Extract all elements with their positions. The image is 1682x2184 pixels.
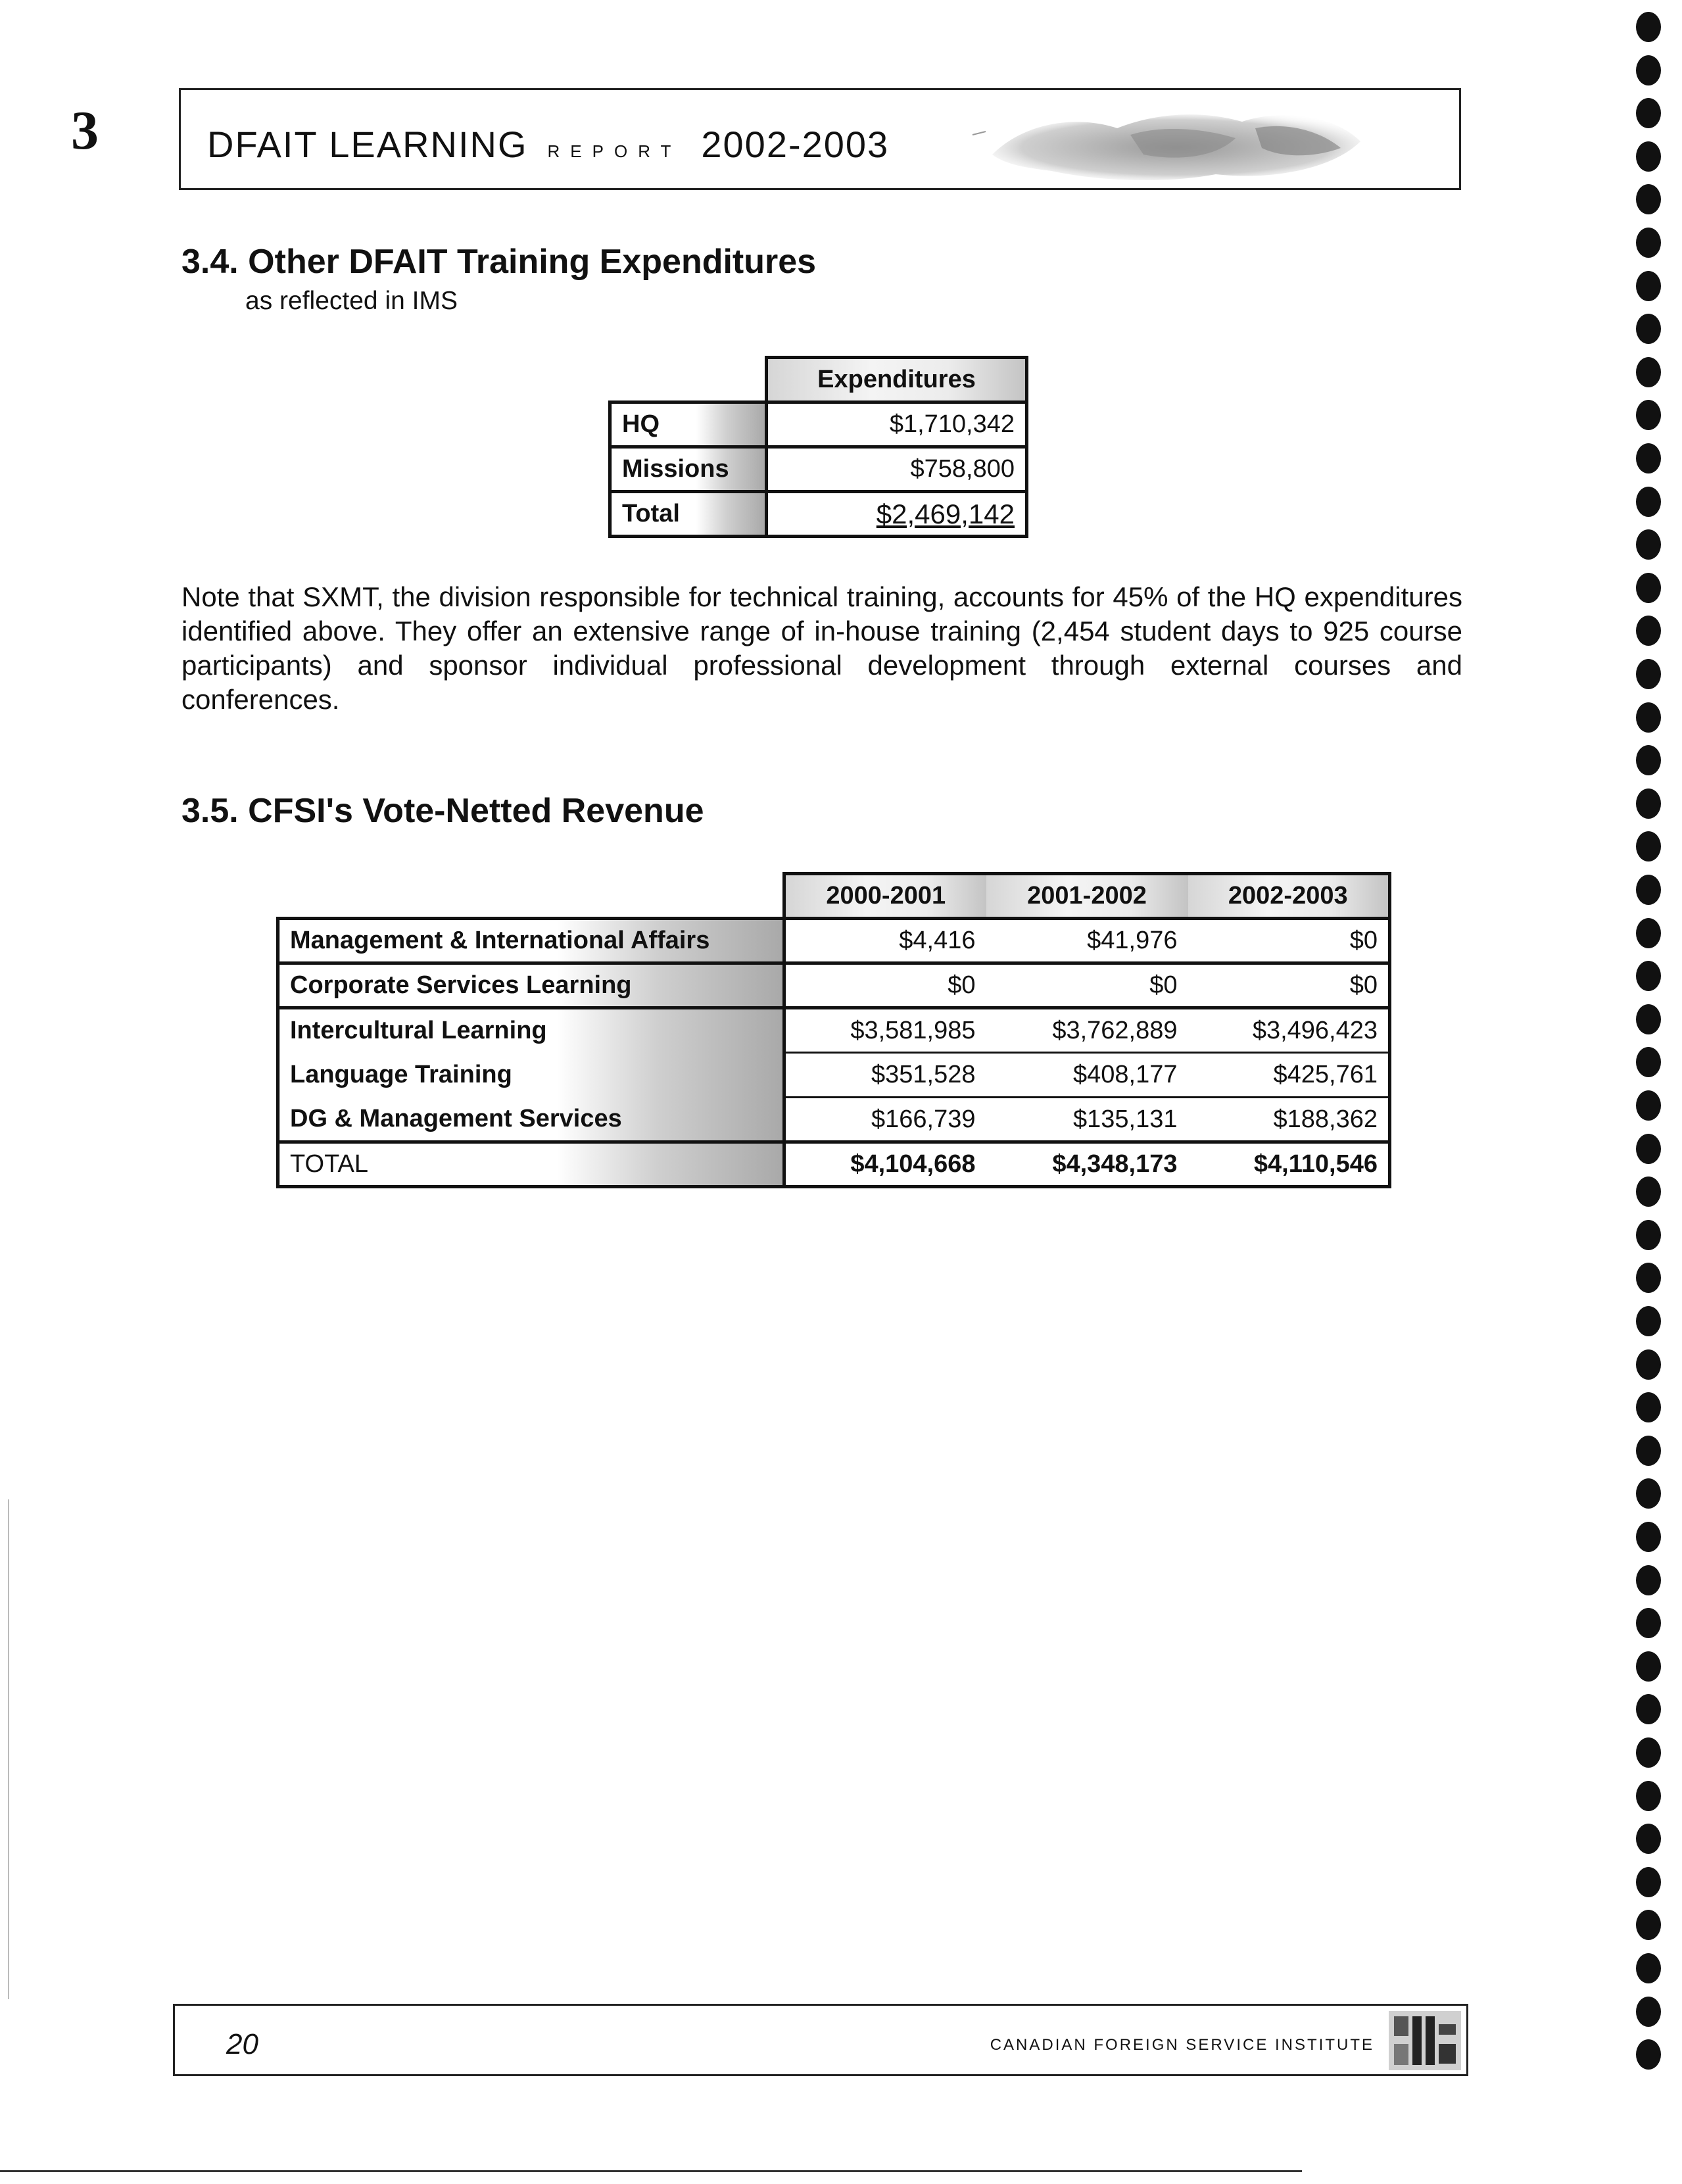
binding-hole: [1636, 487, 1661, 517]
binding-hole: [1636, 1134, 1661, 1164]
binding-hole: [1636, 1306, 1661, 1336]
binding-hole: [1636, 1436, 1661, 1466]
row-value: $0: [1188, 919, 1390, 963]
row-label: Management & International Affairs: [278, 919, 784, 963]
binding-hole: [1636, 1177, 1661, 1207]
row-value: $425,761: [1188, 1053, 1390, 1098]
row-value: $4,104,668: [784, 1142, 986, 1187]
row-value: $351,528: [784, 1053, 986, 1098]
table-row: [278, 1008, 1390, 1053]
column-header: Expenditures: [767, 358, 1027, 402]
binding-hole: [1636, 1867, 1661, 1897]
binding-hole: [1636, 228, 1661, 258]
row-value: $0: [986, 963, 1188, 1008]
binding-hole: [1636, 98, 1661, 128]
binding-hole: [1636, 831, 1661, 861]
binding-hole: [1636, 314, 1661, 344]
binding-hole: [1636, 659, 1661, 689]
binding-hole: [1636, 12, 1661, 42]
binding-hole: [1636, 357, 1661, 387]
binding-hole: [1636, 271, 1661, 301]
row-label: Total: [610, 492, 767, 537]
binding-hole: [1636, 1953, 1661, 1983]
binding-hole: [1636, 1997, 1661, 2027]
binding-hole: [1636, 1694, 1661, 1724]
world-map-graphic: [966, 95, 1387, 187]
binding-hole: [1636, 918, 1661, 948]
row-value: $758,800: [767, 447, 1027, 492]
binding-hole: [1636, 875, 1661, 905]
binding-hole: [1636, 1824, 1661, 1854]
column-header: 2001-2002: [986, 874, 1188, 919]
binding-hole: [1636, 1478, 1661, 1509]
binding-hole: [1636, 529, 1661, 560]
binding-holes: [1636, 0, 1662, 2184]
table-row: [610, 402, 1027, 447]
binding-hole: [1636, 1522, 1661, 1552]
table-row: [278, 1098, 1390, 1142]
table-row: [278, 919, 1390, 963]
page-number: 20: [226, 2028, 258, 2060]
chapter-number: 3: [71, 100, 99, 161]
binding-hole: [1636, 1565, 1661, 1595]
column-header: 2000-2001: [784, 874, 986, 919]
row-value: $4,348,173: [986, 1142, 1188, 1187]
row-value: $135,131: [986, 1098, 1188, 1142]
row-value: $2,469,142: [767, 492, 1027, 537]
section-subtitle: as reflected in IMS: [245, 287, 458, 315]
table-row: [278, 963, 1390, 1008]
empty-cell: [610, 358, 767, 402]
revenue-table: [276, 872, 1391, 1188]
row-value: $1,710,342: [767, 402, 1027, 447]
row-value: $188,362: [1188, 1098, 1390, 1142]
binding-hole: [1636, 745, 1661, 775]
table-total-row: [278, 1142, 1390, 1187]
report-header: [179, 88, 1461, 190]
note-paragraph: Note that SXMT, the division responsible for technical training, accounts for 45% of the HQ expenditures identified above. They offer an extensive range of in-house training (2,454 student days to 925 course participants) and sponsor individual professional development through external courses and conferences.: [181, 581, 1462, 715]
binding-hole: [1636, 573, 1661, 603]
row-value: $0: [784, 963, 986, 1008]
row-value: $3,762,889: [986, 1008, 1188, 1053]
table-total-row: [610, 492, 1027, 537]
table-row: [610, 447, 1027, 492]
row-value: $4,416: [784, 919, 986, 963]
row-value: $4,110,546: [1188, 1142, 1390, 1187]
report-title-years: 2002-2003: [701, 124, 890, 165]
row-value: $3,496,423: [1188, 1008, 1390, 1053]
row-label: Language Training: [278, 1053, 784, 1098]
binding-hole: [1636, 961, 1661, 991]
row-label: TOTAL: [278, 1142, 784, 1187]
row-label: DG & Management Services: [278, 1098, 784, 1142]
binding-hole: [1636, 1263, 1661, 1293]
section-title-revenue: 3.5. CFSI's Vote-Netted Revenue: [181, 792, 704, 830]
report-title-main: DFAIT LEARNING: [207, 124, 528, 165]
column-header: 2002-2003: [1188, 874, 1390, 919]
binding-hole: [1636, 184, 1661, 214]
row-label: HQ: [610, 402, 767, 447]
binding-hole: [1636, 1349, 1661, 1380]
binding-hole: [1636, 1651, 1661, 1682]
row-value: $3,581,985: [784, 1008, 986, 1053]
binding-hole: [1636, 400, 1661, 430]
binding-hole: [1636, 1004, 1661, 1034]
binding-hole: [1636, 789, 1661, 819]
row-value: $41,976: [986, 919, 1188, 963]
row-value: $166,739: [784, 1098, 986, 1142]
binding-hole: [1636, 141, 1661, 172]
margin-line: [8, 1499, 9, 1999]
binding-hole: [1636, 616, 1661, 646]
binding-hole: [1636, 2039, 1661, 2070]
row-label: Corporate Services Learning: [278, 963, 784, 1008]
section-title-expenditures: 3.4. Other DFAIT Training Expenditures: [181, 243, 817, 281]
binding-hole: [1636, 1910, 1661, 1940]
row-value: $0: [1188, 963, 1390, 1008]
institute-logo-icon: [1389, 2011, 1461, 2070]
footer-organization: CANADIAN FOREIGN SERVICE INSTITUTE: [990, 2036, 1374, 2054]
row-label: Missions: [610, 447, 767, 492]
row-label: Intercultural Learning: [278, 1008, 784, 1053]
bottom-rule: [0, 2170, 1302, 2172]
binding-hole: [1636, 1608, 1661, 1638]
binding-hole: [1636, 55, 1661, 85]
expenditures-table: [608, 356, 1028, 538]
binding-hole: [1636, 702, 1661, 733]
binding-hole: [1636, 1781, 1661, 1811]
report-title-report: REPORT: [547, 141, 682, 161]
binding-hole: [1636, 443, 1661, 473]
binding-hole: [1636, 1220, 1661, 1250]
binding-hole: [1636, 1047, 1661, 1077]
binding-hole: [1636, 1737, 1661, 1768]
report-title: [207, 123, 889, 166]
row-value: $408,177: [986, 1053, 1188, 1098]
table-header-row: [610, 358, 1027, 402]
binding-hole: [1636, 1090, 1661, 1121]
binding-hole: [1636, 1392, 1661, 1422]
empty-cell: [278, 874, 784, 919]
table-row: [278, 1053, 1390, 1098]
table-header-row: [278, 874, 1390, 919]
page-footer: [173, 2004, 1468, 2076]
